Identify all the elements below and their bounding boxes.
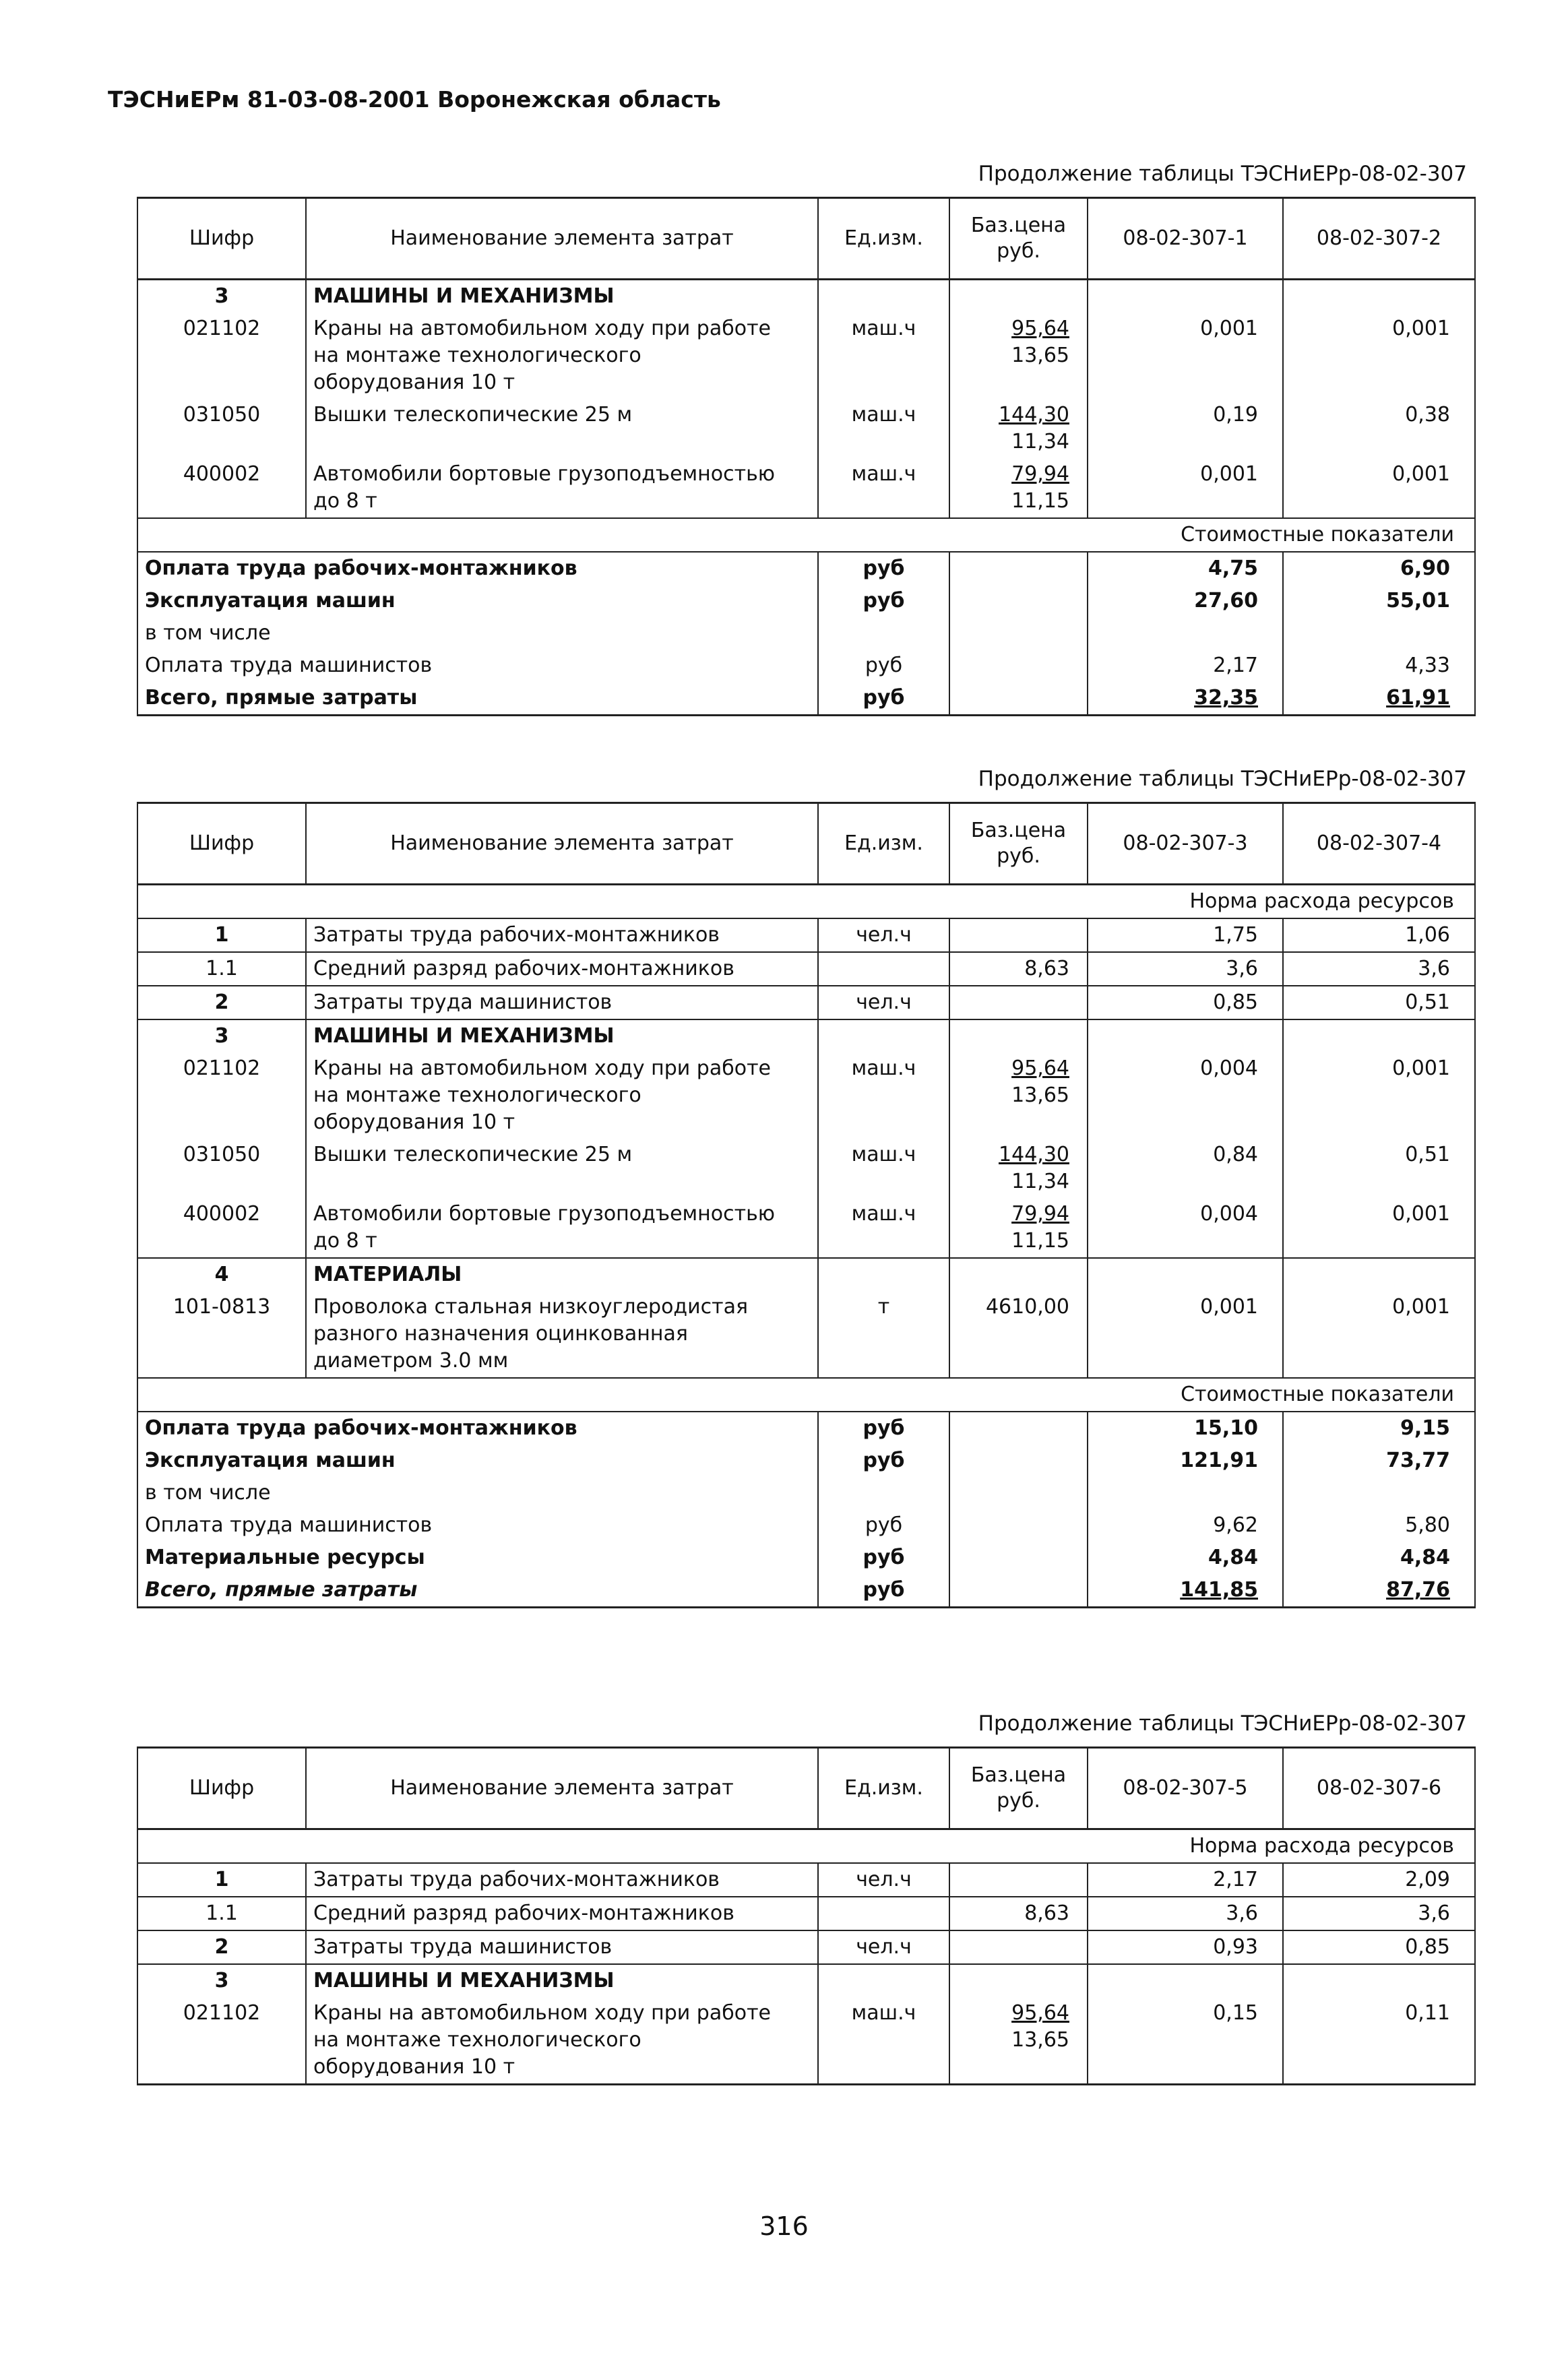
summary-row: Оплата труда рабочих-монтажников руб 4,75 6,90: [137, 552, 1475, 585]
table-header-row: [137, 1748, 1475, 1829]
summary-row: Оплата труда рабочих-монтажников руб 15,10 9,15: [137, 1412, 1475, 1445]
summary-row: Оплата труда машинистов руб 2,17 4,33: [137, 650, 1475, 682]
summary-row: Эксплуатация машин руб 27,60 55,01: [137, 585, 1475, 617]
table-caption: Продолжение таблицы ТЭСНиЕРр-08-02-307: [978, 767, 1467, 791]
section-row: 3 МАШИНЫ И МЕХАНИЗМЫ: [137, 1019, 1475, 1052]
col-header-unit: Ед.изм.: [818, 198, 949, 280]
table-row: 031050 Вышки телескопические 25 м маш.ч 144,30 11,34 0,84 0,51: [137, 1139, 1475, 1198]
col-header-b: 08-02-307-6: [1283, 1748, 1475, 1829]
table-row: 400002 Автомобили бортовые грузоподъемностью до 8 т маш.ч 79,94 11,15 0,004 0,001: [137, 1198, 1475, 1258]
estimate-table-3: [137, 1746, 1476, 2085]
band-row: Стоимостные показатели: [137, 518, 1475, 552]
table-row: 031050 Вышки телескопические 25 м маш.ч 144,30 11,34 0,19 0,38: [137, 399, 1475, 458]
table-caption: Продолжение таблицы ТЭСНиЕРр-08-02-307: [978, 162, 1467, 186]
col-header-name: Наименование элемента затрат: [306, 198, 818, 280]
page-number: 316: [759, 2211, 809, 2241]
table-row: 1 Затраты труда рабочих-монтажников чел.ч 1,75 1,06: [137, 918, 1475, 952]
section-row: 3 МАШИНЫ И МЕХАНИЗМЫ: [137, 280, 1475, 313]
summary-row: в том числе: [137, 1477, 1475, 1509]
col-header-unit: Ед.изм.: [818, 803, 949, 885]
table-row: 021102 Краны на автомобильном ходу при работе на монтаже технологического оборудования 10 т маш.ч 95,64 13,65 0,001 0,001: [137, 313, 1475, 399]
table-row: 2 Затраты труда машинистов чел.ч 0,93 0,85: [137, 1930, 1475, 1964]
summary-row: Всего, прямые затраты руб 141,85 87,76: [137, 1574, 1475, 1608]
table-row: 1.1 Средний разряд рабочих-монтажников 8,63 3,6 3,6: [137, 952, 1475, 986]
band-row: Стоимостные показатели: [137, 1378, 1475, 1412]
col-header-b: 08-02-307-2: [1283, 198, 1475, 280]
col-header-price: Баз.цена руб.: [949, 1748, 1088, 1829]
estimate-table-1: [137, 197, 1476, 716]
table-row: 2 Затраты труда машинистов чел.ч 0,85 0,51: [137, 986, 1475, 1019]
table-row: 021102 Краны на автомобильном ходу при работе на монтаже технологического оборудования 10 т маш.ч 95,64 13,65 0,004 0,001: [137, 1052, 1475, 1139]
summary-row: Материальные ресурсы руб 4,84 4,84: [137, 1542, 1475, 1574]
table-header-row: [137, 803, 1475, 885]
col-header-code: Шифр: [137, 198, 306, 280]
col-header-code: Шифр: [137, 803, 306, 885]
col-header-a: 08-02-307-1: [1088, 198, 1283, 280]
section-row: 4 МАТЕРИАЛЫ: [137, 1258, 1475, 1291]
table-row: 1.1 Средний разряд рабочих-монтажников 8,63 3,6 3,6: [137, 1897, 1475, 1930]
table-row: 021102 Краны на автомобильном ходу при работе на монтаже технологического оборудования 10 т маш.ч 95,64 13,65 0,15 0,11: [137, 1997, 1475, 2085]
table-header-row: [137, 198, 1475, 280]
page-header: ТЭСНиЕРм 81-03-08-2001 Воронежская область: [108, 86, 721, 113]
col-header-unit: Ед.изм.: [818, 1748, 949, 1829]
table-row: 1 Затраты труда рабочих-монтажников чел.ч 2,17 2,09: [137, 1863, 1475, 1897]
col-header-a: 08-02-307-3: [1088, 803, 1283, 885]
table-row: 400002 Автомобили бортовые грузоподъемностью до 8 т маш.ч 79,94 11,15 0,001 0,001: [137, 458, 1475, 518]
col-header-price: Баз.цена руб.: [949, 803, 1088, 885]
estimate-table-2: [137, 802, 1476, 1608]
summary-row: Всего, прямые затраты руб 32,35 61,91: [137, 682, 1475, 716]
band-row: Норма расхода ресурсов: [137, 1829, 1475, 1864]
col-header-name: Наименование элемента затрат: [306, 803, 818, 885]
table-row: 101-0813 Проволока стальная низкоуглеродистая разного назначения оцинкованная диаметром 3.0 мм т 4610,00 0,001 0,001: [137, 1291, 1475, 1378]
summary-row: Эксплуатация машин руб 121,91 73,77: [137, 1445, 1475, 1477]
col-header-code: Шифр: [137, 1748, 306, 1829]
col-header-price: Баз.цена руб.: [949, 198, 1088, 280]
summary-row: Оплата труда машинистов руб 9,62 5,80: [137, 1509, 1475, 1542]
col-header-a: 08-02-307-5: [1088, 1748, 1283, 1829]
band-row: Норма расхода ресурсов: [137, 885, 1475, 919]
col-header-b: 08-02-307-4: [1283, 803, 1475, 885]
table-caption: Продолжение таблицы ТЭСНиЕРр-08-02-307: [978, 1711, 1467, 1736]
summary-row: в том числе: [137, 617, 1475, 650]
col-header-name: Наименование элемента затрат: [306, 1748, 818, 1829]
section-row: 3 МАШИНЫ И МЕХАНИЗМЫ: [137, 1964, 1475, 1997]
